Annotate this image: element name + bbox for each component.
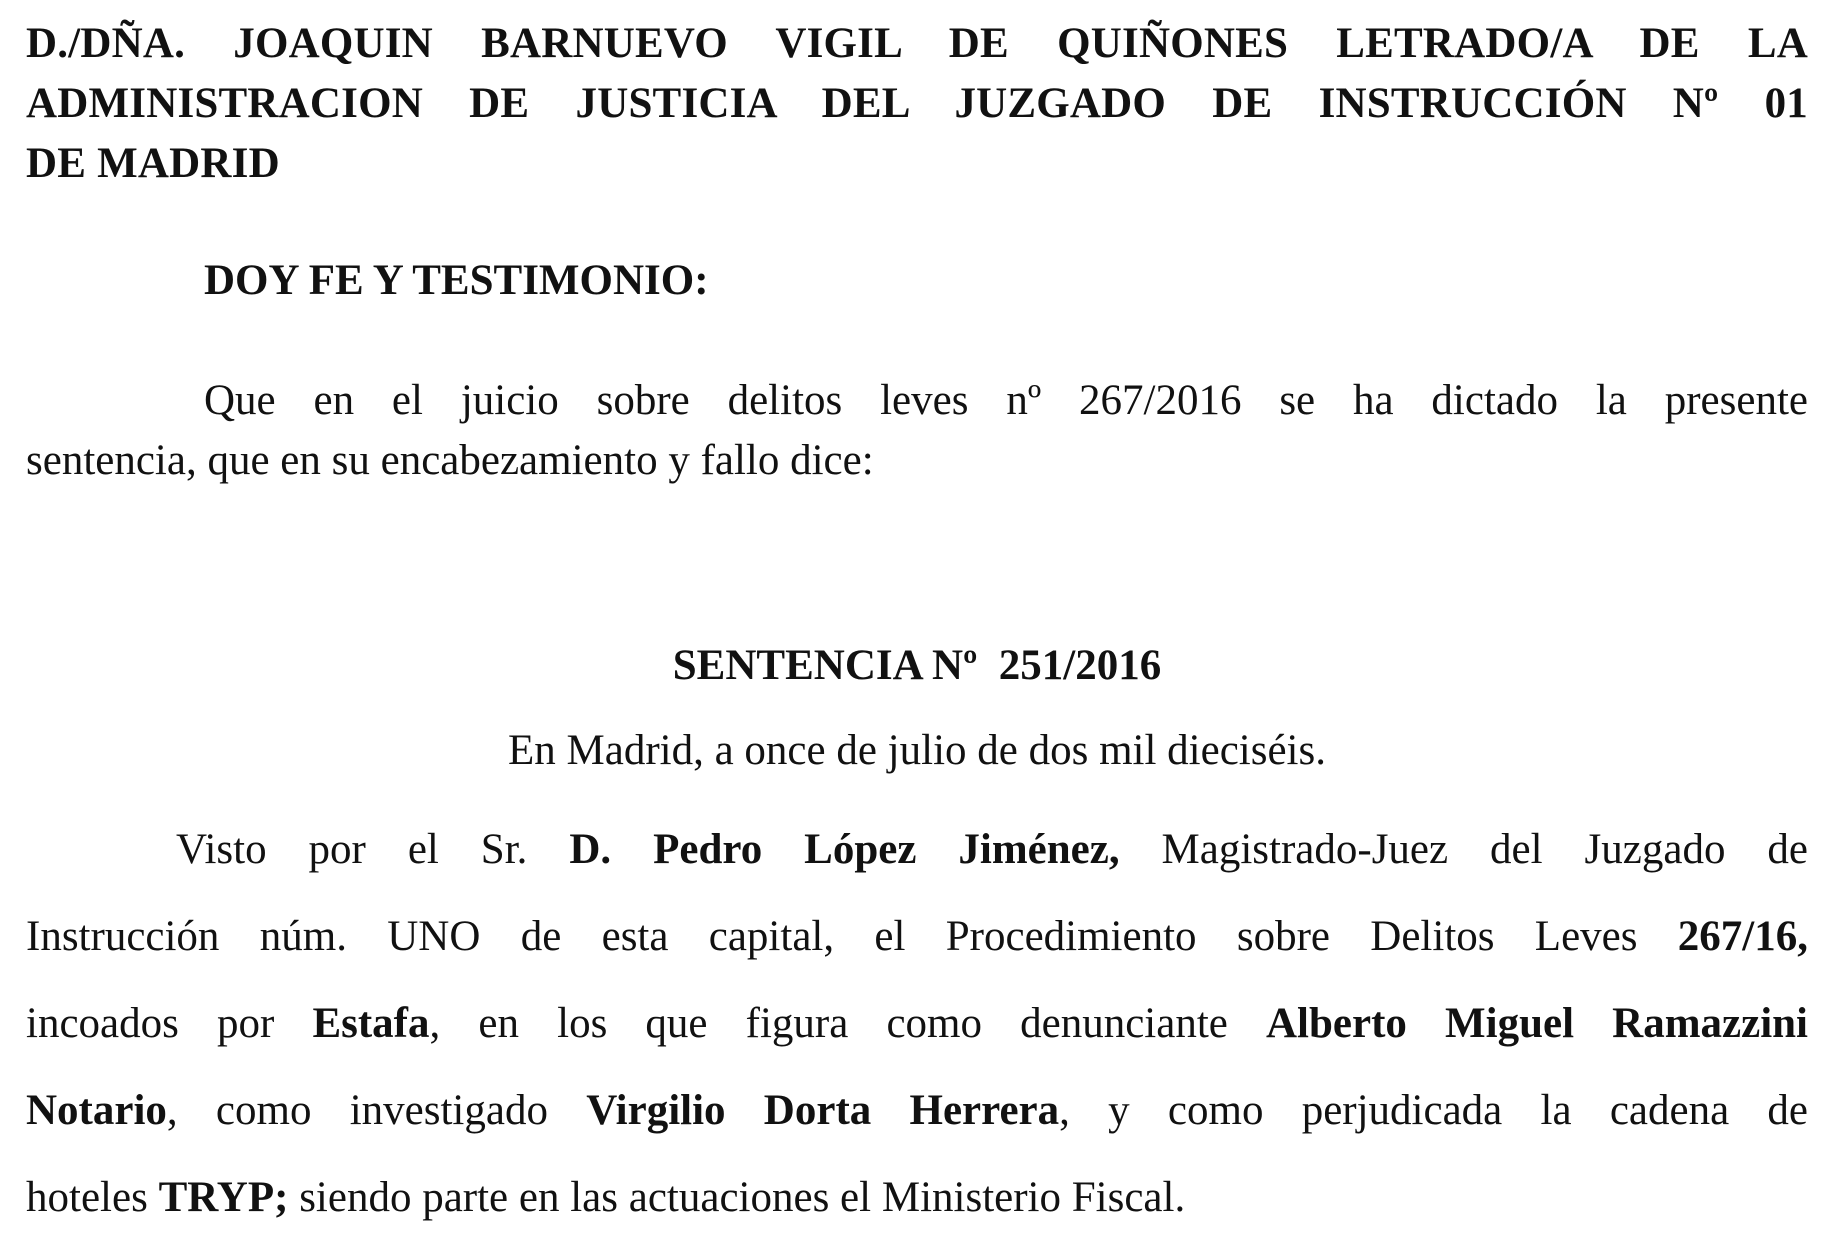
body-text: Magistrado-Juez del Juzgado de	[1119, 826, 1808, 873]
body-text: Visto por el Sr.	[176, 826, 570, 873]
body-text: , y como perjudicada la cadena de	[1059, 1087, 1809, 1134]
intro-line-1: Que en el juicio sobre delitos leves nº 267/2016 se ha dictado la presente	[204, 377, 1808, 424]
investigated-name: Virgilio Dorta Herrera	[586, 1087, 1060, 1134]
intro-paragraph	[26, 371, 1808, 491]
header-line-2: ADMINISTRACION DE JUSTICIA DEL JUZGADO DE INSTRUCCIÓN Nº 01	[26, 80, 1808, 127]
body-text: siendo parte en las actuaciones el Ministerio Fiscal.	[288, 1174, 1186, 1221]
body-line-3	[26, 980, 1808, 1067]
body-text: , como investigado	[166, 1087, 587, 1134]
sentencia-body-paragraph	[26, 806, 1808, 1241]
sentencia-date: En Madrid, a once de julio de dos mil dieciséis.	[507, 727, 1326, 774]
body-line-1	[26, 806, 1808, 893]
judge-name: D. Pedro López Jiménez,	[569, 826, 1120, 873]
case-number: 267/16,	[1677, 913, 1808, 960]
body-line-2	[26, 893, 1808, 980]
body-text: Instrucción núm. UNO de esta capital, el Procedimiento sobre Delitos Leves	[26, 913, 1678, 960]
intro-line-2: sentencia, que en su encabezamiento y fallo dice:	[26, 437, 874, 484]
body-text: hoteles	[26, 1174, 159, 1221]
sentencia-title	[26, 636, 1808, 696]
complainant-surname: Notario	[26, 1087, 167, 1134]
complainant-name: Alberto Miguel Ramazzini	[1266, 1000, 1809, 1047]
document-header	[26, 14, 1808, 194]
header-line-3: DE MADRID	[26, 140, 280, 187]
body-text: incoados por	[26, 1000, 313, 1047]
body-line-4	[26, 1067, 1808, 1154]
sentencia-title-text: SENTENCIA Nº 251/2016	[672, 642, 1162, 689]
document-page	[26, 14, 1809, 1221]
offense-type: Estafa	[312, 1000, 430, 1047]
body-text: , en los que figura como denunciante	[429, 1000, 1266, 1047]
hotel-chain-name: TRYP;	[158, 1174, 289, 1221]
doy-fe-heading: DOY FE Y TESTIMONIO:	[204, 257, 709, 304]
header-line-1: D./DÑA. JOAQUIN BARNUEVO VIGIL DE QUIÑONES LETRADO/A DE LA	[26, 20, 1808, 67]
